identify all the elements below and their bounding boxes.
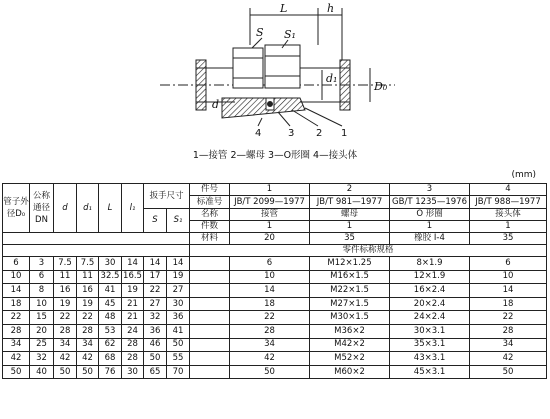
technical-drawing <box>0 0 550 160</box>
qty-cell: 1 <box>390 221 470 233</box>
cell-part-p2: M30×1.5 <box>310 311 390 325</box>
cell-d0: 50 <box>3 365 30 379</box>
spec-title: 零件标称规格 <box>190 245 547 257</box>
part-no-cell: 4 <box>470 184 547 196</box>
table-row <box>3 311 547 325</box>
cell-l1: 28 <box>122 352 144 366</box>
cell-part-p1: 6 <box>230 257 310 271</box>
left-header-spacer <box>3 245 190 257</box>
cell-s1: 55 <box>167 352 190 366</box>
cell-d0: 10 <box>3 270 30 284</box>
cell-part-p1: 42 <box>230 352 310 366</box>
header-nominal-dn: 公称通径DN <box>30 184 54 233</box>
cell-dn: 25 <box>30 338 54 352</box>
table-row <box>3 365 547 379</box>
cell-dn: 10 <box>30 297 54 311</box>
cell-part-p3: 16×2.4 <box>390 284 470 298</box>
cell-part-p2: M22×1.5 <box>310 284 390 298</box>
part-no-cell: 3 <box>390 184 470 196</box>
part-number-label: 3 <box>288 128 295 139</box>
cell-l1: 21 <box>122 311 144 325</box>
part-name-cell: O 形圈 <box>390 209 470 221</box>
cell-part-p1: 14 <box>230 284 310 298</box>
table-row <box>3 338 547 352</box>
row-spacer <box>190 338 230 352</box>
row-spacer <box>190 311 230 325</box>
row-label-material: 材料 <box>190 233 230 245</box>
table-row <box>3 284 547 298</box>
unit-label: (mm) <box>511 170 536 180</box>
dim-L-label: L <box>280 2 288 15</box>
cell-l: 41 <box>99 284 122 298</box>
cell-l: 32.5 <box>99 270 122 284</box>
cell-part-p1: 22 <box>230 311 310 325</box>
cell-part-p4: 14 <box>470 284 547 298</box>
cell-d0: 34 <box>3 338 30 352</box>
cell-d: 7.5 <box>54 257 77 271</box>
cell-part-p4: 22 <box>470 311 547 325</box>
row-label-std: 标准号 <box>190 196 230 209</box>
cell-part-p4: 18 <box>470 297 547 311</box>
cell-s: 27 <box>144 297 167 311</box>
cell-d: 16 <box>54 284 77 298</box>
cell-dn: 20 <box>30 324 54 338</box>
part-name-cell: 螺母 <box>310 209 390 221</box>
row-spacer <box>190 257 230 271</box>
cell-l: 53 <box>99 324 122 338</box>
cell-dn: 6 <box>30 270 54 284</box>
cell-part-p2: M42×2 <box>310 338 390 352</box>
cell-part-p3: 45×3.1 <box>390 365 470 379</box>
cell-s1: 41 <box>167 324 190 338</box>
cell-part-p2: M36×2 <box>310 324 390 338</box>
cell-part-p2: M52×2 <box>310 352 390 366</box>
cell-part-p3: 8×1.9 <box>390 257 470 271</box>
material-cell: 橡胶 I-4 <box>390 233 470 245</box>
material-cell: 35 <box>470 233 547 245</box>
material-cell: 20 <box>230 233 310 245</box>
cell-d0: 18 <box>3 297 30 311</box>
cell-d1: 50 <box>77 365 99 379</box>
cell-l: 45 <box>99 297 122 311</box>
row-spacer <box>190 365 230 379</box>
cell-l1: 24 <box>122 324 144 338</box>
cell-d0: 42 <box>3 352 30 366</box>
cell-l1: 14 <box>122 257 144 271</box>
data-rows <box>3 257 547 379</box>
cell-part-p1: 18 <box>230 297 310 311</box>
header-S: S <box>144 209 167 233</box>
cell-part-p3: 30×3.1 <box>390 324 470 338</box>
cell-d: 34 <box>54 338 77 352</box>
std-cell: JB/T 981—1977 <box>310 196 390 209</box>
table-row <box>3 297 547 311</box>
cell-d1: 11 <box>77 270 99 284</box>
drawing-caption: 1—接管 2—螺母 3—O形圈 4—接头体 <box>192 150 358 161</box>
cell-d1: 22 <box>77 311 99 325</box>
cell-s: 14 <box>144 257 167 271</box>
cell-s: 22 <box>144 284 167 298</box>
std-cell: JB/T 2099—1977 <box>230 196 310 209</box>
cell-s1: 70 <box>167 365 190 379</box>
header-d1: d₁ <box>77 184 99 233</box>
cell-l1: 19 <box>122 284 144 298</box>
cell-part-p3: 12×1.9 <box>390 270 470 284</box>
cell-part-p2: M60×2 <box>310 365 390 379</box>
std-cell: JB/T 988—1977 <box>470 196 547 209</box>
part-name-cell: 接头体 <box>470 209 547 221</box>
row-spacer <box>190 284 230 298</box>
part-number-label: 2 <box>316 128 323 139</box>
qty-cell: 1 <box>310 221 390 233</box>
cell-d0: 14 <box>3 284 30 298</box>
cell-dn: 15 <box>30 311 54 325</box>
qty-cell: 1 <box>470 221 547 233</box>
cell-s1: 27 <box>167 284 190 298</box>
dim-d1-label: d₁ <box>326 72 338 85</box>
part-no-cell: 2 <box>310 184 390 196</box>
cell-d: 42 <box>54 352 77 366</box>
cell-part-p4: 10 <box>470 270 547 284</box>
spec-table <box>2 183 547 379</box>
cell-dn: 8 <box>30 284 54 298</box>
material-cell: 35 <box>310 233 390 245</box>
row-label-name: 名称 <box>190 209 230 221</box>
cell-part-p4: 34 <box>470 338 547 352</box>
cell-d0: 28 <box>3 324 30 338</box>
cell-l: 30 <box>99 257 122 271</box>
cell-s: 32 <box>144 311 167 325</box>
table-row <box>3 270 547 284</box>
cell-s1: 36 <box>167 311 190 325</box>
std-cell: GB/T 1235—1976 <box>390 196 470 209</box>
header-S1: S₁ <box>167 209 190 233</box>
cell-part-p4: 42 <box>470 352 547 366</box>
cell-d1: 34 <box>77 338 99 352</box>
cell-d1: 7.5 <box>77 257 99 271</box>
row-label-qty: 件数 <box>190 221 230 233</box>
cell-part-p3: 35×3.1 <box>390 338 470 352</box>
cell-part-p1: 10 <box>230 270 310 284</box>
cell-s: 36 <box>144 324 167 338</box>
cell-part-p4: 28 <box>470 324 547 338</box>
cell-part-p1: 28 <box>230 324 310 338</box>
cell-part-p4: 6 <box>470 257 547 271</box>
cell-s1: 50 <box>167 338 190 352</box>
cell-d1: 42 <box>77 352 99 366</box>
cell-s: 46 <box>144 338 167 352</box>
cell-d1: 16 <box>77 284 99 298</box>
cell-part-p2: M12×1.25 <box>310 257 390 271</box>
cell-part-p3: 24×2.4 <box>390 311 470 325</box>
cell-s: 65 <box>144 365 167 379</box>
row-spacer <box>190 297 230 311</box>
cell-part-p1: 50 <box>230 365 310 379</box>
cell-d1: 28 <box>77 324 99 338</box>
cell-l1: 30 <box>122 365 144 379</box>
dim-h-label: h <box>327 2 335 15</box>
dim-S1-label: S₁ <box>284 28 296 41</box>
cell-d0: 6 <box>3 257 30 271</box>
cell-l1: 16.5 <box>122 270 144 284</box>
part-no-cell: 1 <box>230 184 310 196</box>
row-spacer <box>190 270 230 284</box>
cell-d: 19 <box>54 297 77 311</box>
header-L: L <box>99 184 122 233</box>
cell-part-p4: 50 <box>470 365 547 379</box>
cell-part-p3: 20×2.4 <box>390 297 470 311</box>
cell-dn: 3 <box>30 257 54 271</box>
row-label-part-no: 件号 <box>190 184 230 196</box>
cell-dn: 32 <box>30 352 54 366</box>
qty-cell: 1 <box>230 221 310 233</box>
header-pipe-od: 管子外径D₀ <box>3 184 30 233</box>
part-name-cell: 接管 <box>230 209 310 221</box>
dim-d-label: d <box>212 98 220 111</box>
cell-s1: 19 <box>167 270 190 284</box>
cell-l: 62 <box>99 338 122 352</box>
row-spacer <box>190 352 230 366</box>
cell-d: 22 <box>54 311 77 325</box>
drawing-lines <box>160 8 395 126</box>
cell-d1: 19 <box>77 297 99 311</box>
cell-s1: 14 <box>167 257 190 271</box>
dim-D0-label: D₀ <box>374 80 388 93</box>
header-l1: l₁ <box>122 184 144 233</box>
cell-s1: 30 <box>167 297 190 311</box>
header-wrench: 扳手尺寸 <box>144 184 190 209</box>
cell-dn: 40 <box>30 365 54 379</box>
cell-part-p1: 34 <box>230 338 310 352</box>
cell-d: 28 <box>54 324 77 338</box>
dim-S-label: S <box>256 26 264 39</box>
cell-part-p2: M27×1.5 <box>310 297 390 311</box>
cell-l1: 21 <box>122 297 144 311</box>
table-row <box>3 324 547 338</box>
part-number-label: 1 <box>341 128 348 139</box>
cell-part-p3: 43×3.1 <box>390 352 470 366</box>
part-number-label: 4 <box>255 128 262 139</box>
cell-l: 48 <box>99 311 122 325</box>
row-spacer <box>190 324 230 338</box>
cell-l: 68 <box>99 352 122 366</box>
table-row <box>3 257 547 271</box>
cell-d: 11 <box>54 270 77 284</box>
header-d: d <box>54 184 77 233</box>
cell-s: 50 <box>144 352 167 366</box>
table-row <box>3 352 547 366</box>
cell-part-p2: M16×1.5 <box>310 270 390 284</box>
cell-l1: 28 <box>122 338 144 352</box>
cell-d: 50 <box>54 365 77 379</box>
cell-d0: 22 <box>3 311 30 325</box>
cell-l: 76 <box>99 365 122 379</box>
cell-s: 17 <box>144 270 167 284</box>
left-header-spacer <box>3 233 190 245</box>
